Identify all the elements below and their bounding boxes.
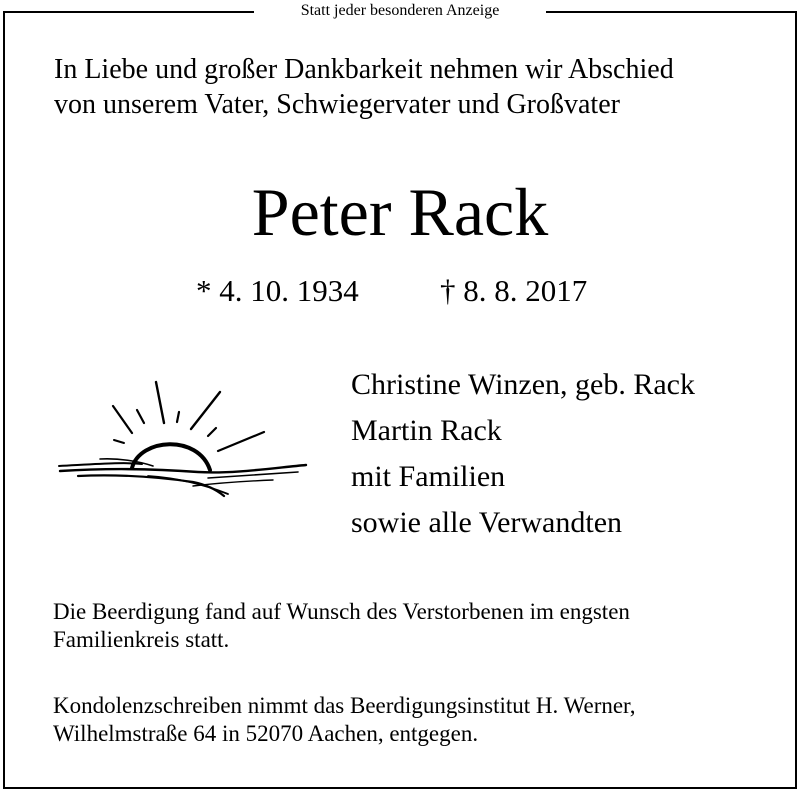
birth-date: * 4. 10. 1934 [196,273,359,308]
death-date: † 8. 8. 2017 [440,273,588,308]
condolence-note [53,692,773,748]
mourner-name: mit Familien [351,460,506,493]
mourners-list [351,362,695,546]
condolence-note-line-1: Kondolenzschreiben nimmt das Beerdigungsinstitut H. Werner, [53,693,636,718]
deceased-name: Peter Rack [251,174,549,250]
horizon-line [60,465,306,472]
sun-ray [156,382,164,423]
condolence-note-line-2: Wilhelmstraße 64 in 52070 Aachen, entgegen. [53,721,479,746]
sunset-icon [58,376,308,500]
sun-ray [218,432,264,451]
mourner-name: Martin Rack [351,414,502,447]
sun-ray [191,392,220,429]
mourner-name: Christine Winzen, geb. Rack [351,368,695,401]
intro-line-2: von unserem Vater, Schwiegervater und Großvater [54,89,620,120]
horizon-line [193,480,273,486]
sun-arc [132,444,210,470]
header-label: Statt jeder besonderen Anzeige [254,0,546,22]
intro-line-1: In Liebe und großer Dankbarkeit nehmen wir Abschied [54,54,674,85]
sun-ray [208,428,216,436]
sun-ray [114,440,124,443]
sun-ray [113,406,132,433]
funeral-note [53,598,773,654]
horizon-line [59,463,142,466]
sun-ray [137,410,144,423]
funeral-note-line-1: Die Beerdigung fand auf Wunsch des Verstorbenen im engsten [53,599,630,624]
intro-text [54,52,774,122]
mourner-name: sowie alle Verwandten [351,506,623,539]
funeral-note-line-2: Familienkreis statt. [53,627,230,652]
sun-ray [177,412,179,422]
